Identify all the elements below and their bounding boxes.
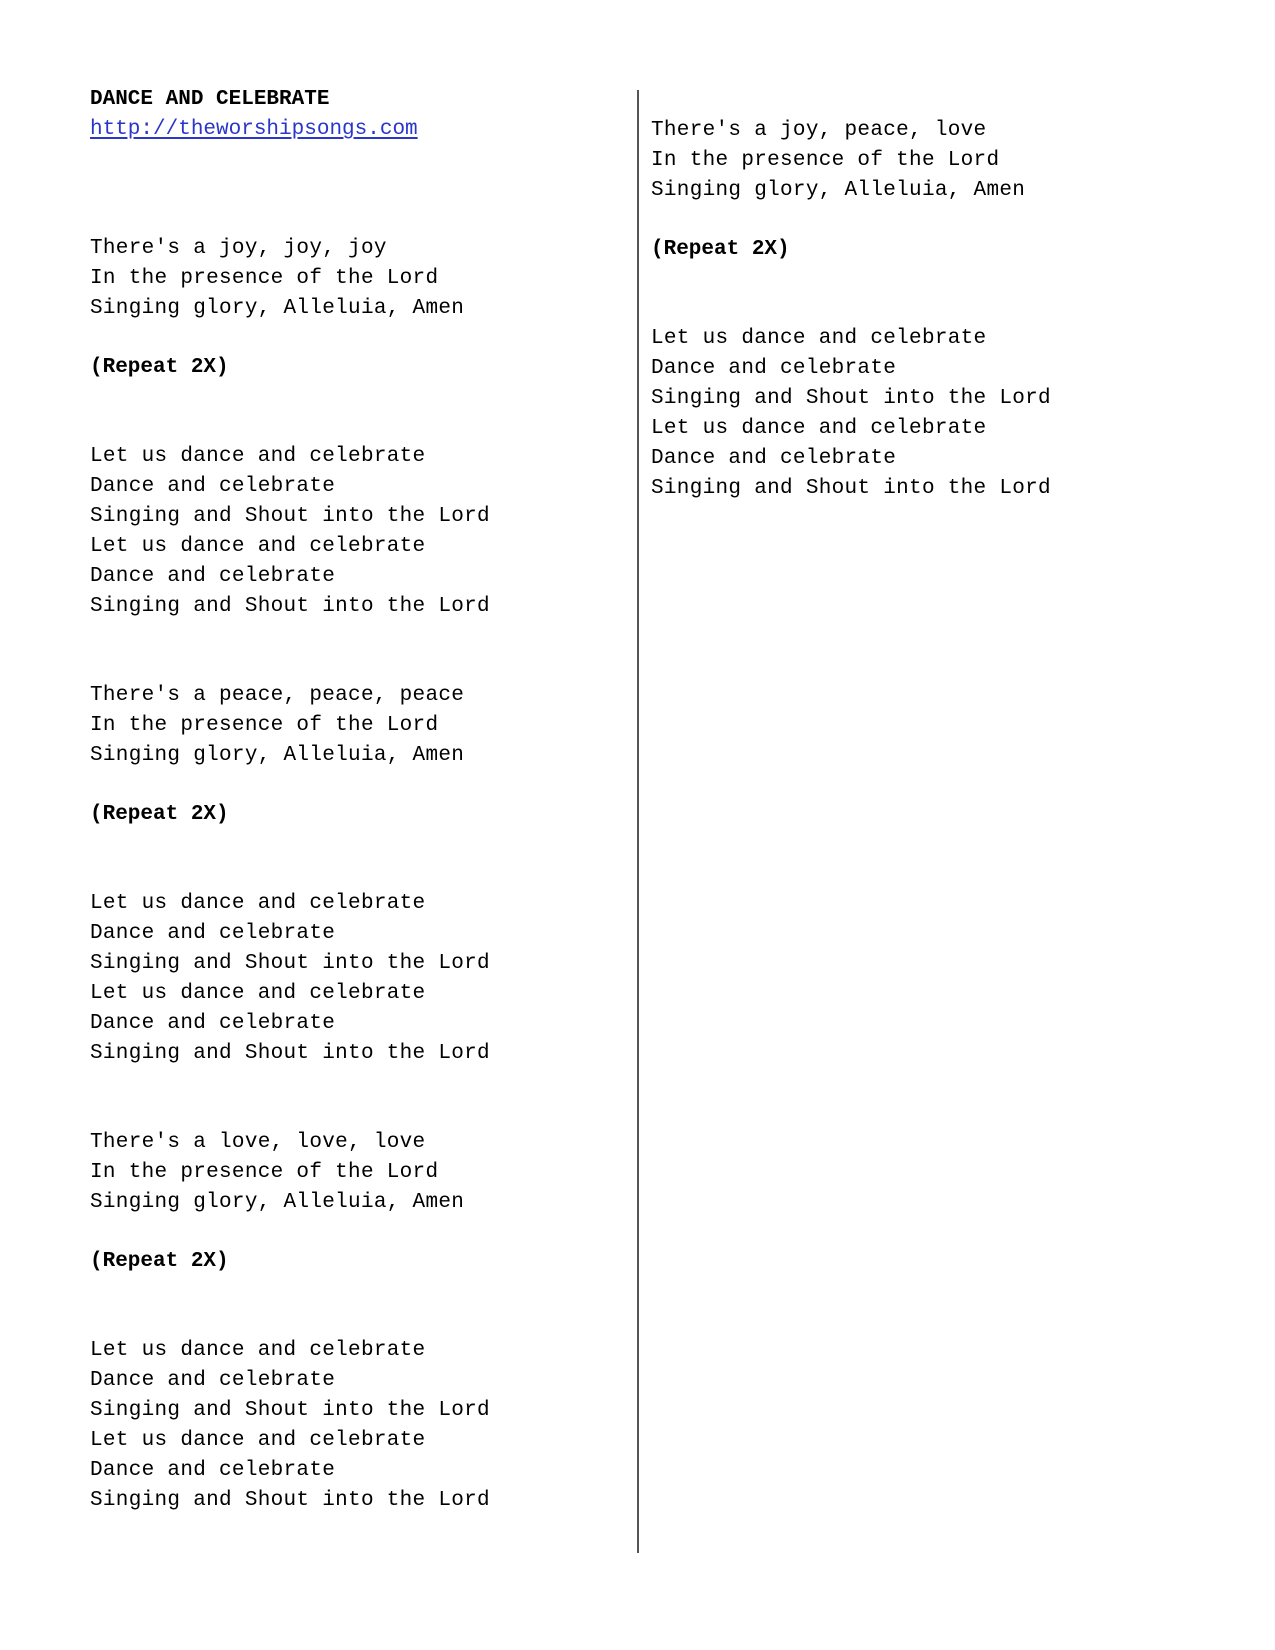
lyric-line: Dance and celebrate [651,357,897,380]
lyric-line: Singing and Shout into the Lord [90,952,490,975]
lyric-line: There's a joy, joy, joy [90,237,387,260]
lyric-line: Dance and celebrate [90,922,336,945]
repeat-note: (Repeat 2X) [90,356,229,379]
repeat-note: (Repeat 2X) [651,238,790,261]
chorus-2 [90,889,610,1069]
lyric-line: Let us dance and celebrate [90,892,426,915]
left-column [90,85,610,1516]
lyric-line: Let us dance and celebrate [90,535,426,558]
lyric-line: Let us dance and celebrate [90,1339,426,1362]
column-divider [637,90,639,1553]
lyric-line: Singing glory, Alleluia, Amen [90,1191,465,1214]
lyric-line: There's a peace, peace, peace [90,684,465,707]
lyric-line: Dance and celebrate [90,565,336,588]
lyric-line: In the presence of the Lord [90,267,439,290]
lyric-line: There's a joy, peace, love [651,119,987,142]
lyric-line: In the presence of the Lord [90,714,439,737]
lyric-line: Singing and Shout into the Lord [90,505,490,528]
lyric-line: Dance and celebrate [90,1369,336,1392]
lyric-line: Singing and Shout into the Lord [651,477,1051,500]
chorus-4 [651,324,1171,504]
lyric-line: In the presence of the Lord [90,1161,439,1184]
lyric-line: Singing glory, Alleluia, Amen [651,179,1026,202]
song-title: DANCE AND CELEBRATE [90,88,330,111]
lyric-line: Singing and Shout into the Lord [90,1399,490,1422]
right-column [651,116,1171,504]
chorus-3 [90,1336,610,1516]
lyric-line: Let us dance and celebrate [651,327,987,350]
lyric-line: Dance and celebrate [90,1459,336,1482]
verse-1 [90,234,610,324]
lyric-line: Let us dance and celebrate [90,982,426,1005]
lyric-line: Singing glory, Alleluia, Amen [90,744,465,767]
lyric-line: Singing and Shout into the Lord [90,595,490,618]
lyric-line: Singing and Shout into the Lord [651,387,1051,410]
lyric-line: Dance and celebrate [651,447,897,470]
chorus-1 [90,442,610,622]
repeat-note: (Repeat 2X) [90,1250,229,1273]
lyric-line: In the presence of the Lord [651,149,1000,172]
lyric-line: Singing and Shout into the Lord [90,1489,490,1512]
lyric-line: Let us dance and celebrate [90,445,426,468]
source-link[interactable]: http://theworshipsongs.com [90,118,418,141]
lyric-line: Dance and celebrate [90,475,336,498]
lyric-line: There's a love, love, love [90,1131,426,1154]
verse-2 [90,681,610,771]
verse-4 [651,116,1171,206]
verse-3 [90,1128,610,1218]
repeat-note: (Repeat 2X) [90,803,229,826]
lyric-line: Let us dance and celebrate [90,1429,426,1452]
lyric-line: Let us dance and celebrate [651,417,987,440]
lyric-line: Singing and Shout into the Lord [90,1042,490,1065]
lyric-line: Singing glory, Alleluia, Amen [90,297,465,320]
lyric-line: Dance and celebrate [90,1012,336,1035]
